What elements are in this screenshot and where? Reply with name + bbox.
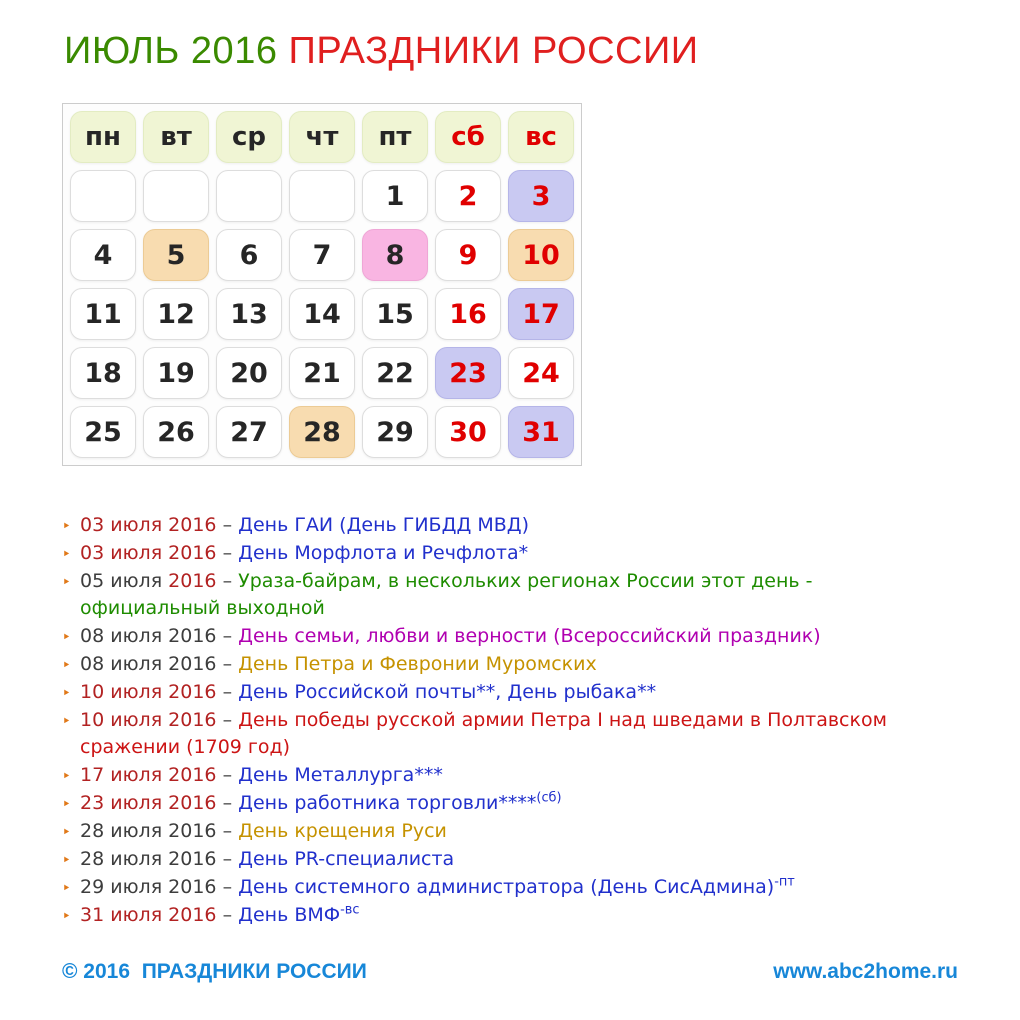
dash-separator: – (216, 820, 239, 842)
holiday-name: День Петра и Февронии Муромских (238, 653, 597, 675)
bullet-icon: ‣ (62, 628, 71, 646)
calendar-cell-empty (289, 170, 355, 222)
calendar-day-7: 7 (289, 229, 355, 281)
holiday-name: День работника торговли**** (238, 792, 537, 814)
page-title (64, 30, 699, 73)
bullet-icon: ‣ (62, 823, 71, 841)
calendar-day-11: 11 (70, 288, 136, 340)
bullet-icon: ‣ (62, 656, 71, 674)
bullet-icon: ‣ (62, 517, 71, 535)
holiday-item (62, 846, 946, 873)
calendar-cell-empty (216, 170, 282, 222)
calendar-day-6: 6 (216, 229, 282, 281)
weekday-cell-чт: чт (289, 111, 355, 163)
weekday-cell-вс: вс (508, 111, 574, 163)
holiday-date: 23 июля 2016 (80, 792, 217, 814)
calendar-cell-empty (143, 170, 209, 222)
calendar-day-14: 14 (289, 288, 355, 340)
weekday-cell-сб: сб (435, 111, 501, 163)
holiday-date: 05 июля (80, 570, 169, 592)
bullet-icon: ‣ (62, 907, 71, 925)
holiday-item (62, 902, 946, 929)
holiday-item (62, 874, 946, 901)
copyright-text: © 2016 ПРАЗДНИКИ РОССИИ (62, 960, 367, 983)
footer (62, 960, 958, 984)
calendar-day-26: 26 (143, 406, 209, 458)
holiday-name: -вс (340, 902, 360, 918)
holiday-list (62, 512, 946, 930)
calendar-day-29: 29 (362, 406, 428, 458)
dash-separator: – (216, 848, 239, 870)
calendar-day-2: 2 (435, 170, 501, 222)
holiday-name: -пт (774, 874, 795, 890)
title-rest: ПРАЗДНИКИ РОССИИ (288, 30, 699, 72)
calendar-day-9: 9 (435, 229, 501, 281)
dash-separator: – (216, 570, 239, 592)
bullet-icon: ‣ (62, 879, 71, 897)
holiday-date: 08 июля 2016 (80, 653, 217, 675)
holiday-name: (сб) (536, 790, 562, 806)
holiday-name: День ВМФ (238, 904, 341, 926)
holiday-date: 28 июля 2016 (80, 820, 217, 842)
holiday-date: 08 июля 2016 (80, 625, 217, 647)
calendar-day-27: 27 (216, 406, 282, 458)
holiday-name: День Металлурга*** (238, 764, 443, 786)
holiday-date: 29 июля 2016 (80, 876, 217, 898)
calendar-day-10: 10 (508, 229, 574, 281)
calendar-day-16: 16 (435, 288, 501, 340)
calendar-day-15: 15 (362, 288, 428, 340)
bullet-icon: ‣ (62, 795, 71, 813)
dash-separator: – (216, 904, 239, 926)
calendar-day-19: 19 (143, 347, 209, 399)
holiday-name: Ураза-байрам, в нескольких регионах России этот день - официальный выходной (80, 570, 813, 619)
dash-separator: – (216, 764, 239, 786)
calendar-day-31: 31 (508, 406, 574, 458)
holiday-date: 03 июля 2016 (80, 514, 217, 536)
holiday-name: День семьи, любви и верности (Всероссийский праздник) (238, 625, 821, 647)
bullet-icon: ‣ (62, 851, 71, 869)
holiday-item (62, 790, 946, 817)
calendar-day-4: 4 (70, 229, 136, 281)
calendar-day-17: 17 (508, 288, 574, 340)
holiday-name: День PR-специалиста (238, 848, 455, 870)
bullet-icon: ‣ (62, 545, 71, 563)
calendar-day-3: 3 (508, 170, 574, 222)
weekday-cell-пт: пт (362, 111, 428, 163)
holiday-item (62, 623, 946, 650)
bullet-icon: ‣ (62, 712, 71, 730)
dash-separator: – (216, 792, 239, 814)
calendar-day-24: 24 (508, 347, 574, 399)
holiday-name: День Морфлота и Речфлота* (238, 542, 529, 564)
holiday-name: День ГАИ (День ГИБДД МВД) (238, 514, 530, 536)
bullet-icon: ‣ (62, 573, 71, 591)
calendar-cell-empty (70, 170, 136, 222)
calendar-day-5: 5 (143, 229, 209, 281)
dash-separator: – (216, 653, 239, 675)
holiday-date: 2016 (168, 570, 217, 592)
weekday-cell-ср: ср (216, 111, 282, 163)
dash-separator: – (216, 681, 239, 703)
calendar-day-18: 18 (70, 347, 136, 399)
calendar-day-21: 21 (289, 347, 355, 399)
weekday-cell-вт: вт (143, 111, 209, 163)
title-month: ИЮЛЬ 2016 (64, 30, 278, 72)
calendar-day-30: 30 (435, 406, 501, 458)
holiday-item (62, 679, 946, 706)
holiday-date: 17 июля 2016 (80, 764, 217, 786)
bullet-icon: ‣ (62, 684, 71, 702)
holiday-item (62, 818, 946, 845)
dash-separator: – (216, 876, 239, 898)
holiday-item (62, 568, 946, 622)
dash-separator: – (216, 514, 239, 536)
website-link[interactable]: www.abc2home.ru (773, 960, 958, 983)
holiday-date: 28 июля 2016 (80, 848, 217, 870)
calendar-day-25: 25 (70, 406, 136, 458)
calendar-day-28: 28 (289, 406, 355, 458)
holiday-date: 10 июля 2016 (80, 681, 217, 703)
holiday-item (62, 651, 946, 678)
holiday-name: День системного администратора (День СисАдмина) (238, 876, 775, 898)
calendar-grid (62, 103, 582, 466)
holiday-item (62, 512, 946, 539)
holiday-item (62, 707, 946, 761)
calendar-day-8: 8 (362, 229, 428, 281)
dash-separator: – (216, 625, 239, 647)
calendar-day-22: 22 (362, 347, 428, 399)
weekday-cell-пн: пн (70, 111, 136, 163)
holiday-item (62, 762, 946, 789)
dash-separator: – (216, 709, 239, 731)
holiday-name: День победы русской армии Петра I над шведами в Полтавском сражении (1709 год) (80, 709, 887, 758)
calendar-day-1: 1 (362, 170, 428, 222)
bullet-icon: ‣ (62, 767, 71, 785)
calendar-day-23: 23 (435, 347, 501, 399)
holiday-name: День Российской почты**, День рыбака** (238, 681, 657, 703)
holiday-item (62, 540, 946, 567)
calendar-day-12: 12 (143, 288, 209, 340)
holiday-date: 03 июля 2016 (80, 542, 217, 564)
holiday-date: 10 июля 2016 (80, 709, 217, 731)
calendar-day-13: 13 (216, 288, 282, 340)
holiday-name: День крещения Руси (238, 820, 447, 842)
holiday-date: 31 июля 2016 (80, 904, 217, 926)
calendar-day-20: 20 (216, 347, 282, 399)
dash-separator: – (216, 542, 239, 564)
